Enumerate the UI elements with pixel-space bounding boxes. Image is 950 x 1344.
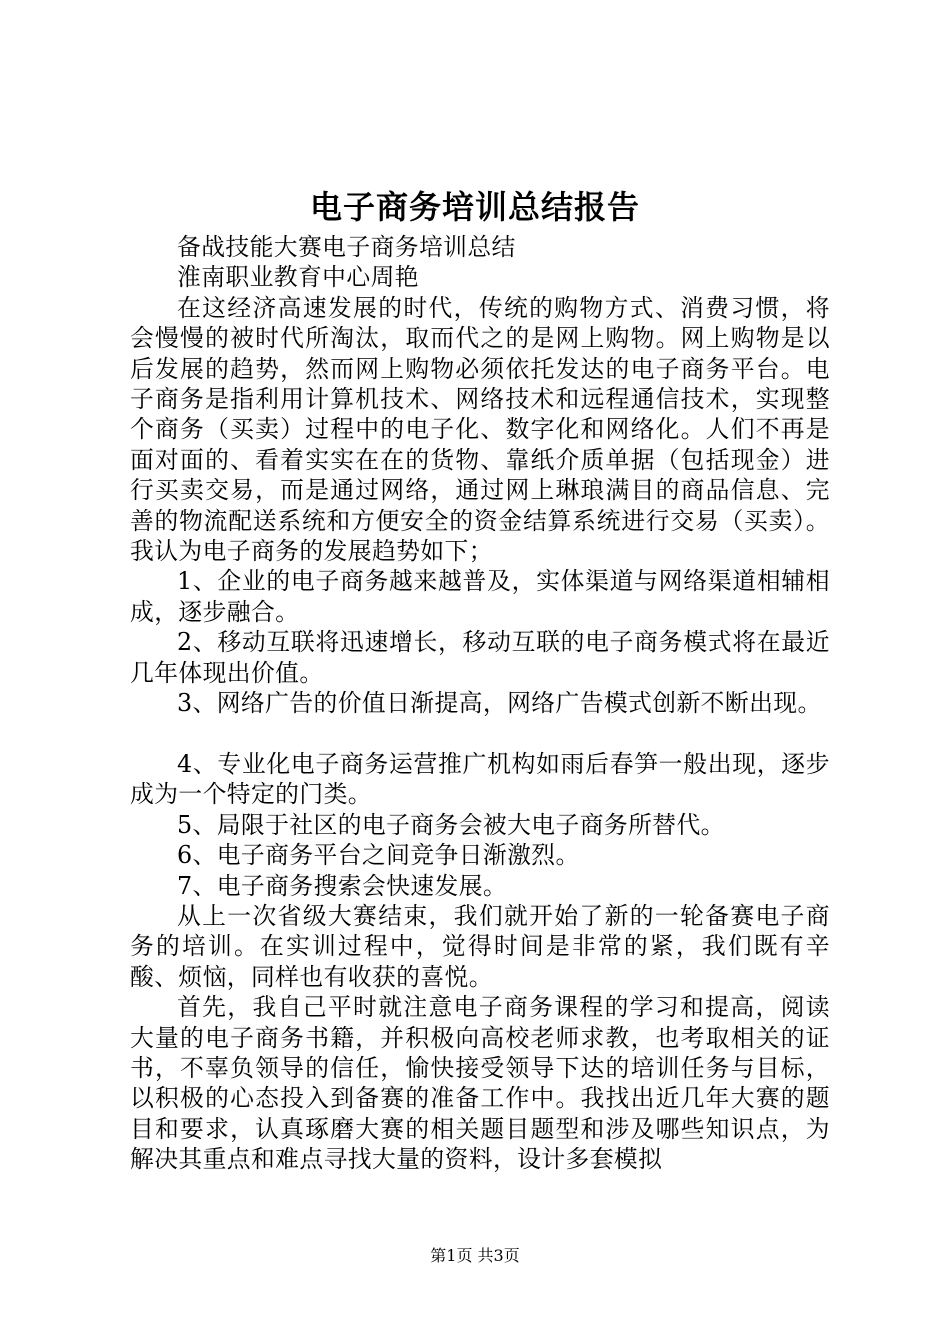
list-item-trend-2: 2、移动互联将迅速增长，移动互联的电子商务模式将在最近几年体现出价值。 (130, 628, 830, 687)
paragraph-training: 从上一次省级大赛结束，我们就开始了新的一轮备赛电子商务的培训。在实训过程中，觉得时间是非常的紧，我们既有辛酸、烦恼，同样也有收获的喜悦。 (130, 901, 830, 991)
list-item-trend-1: 1、企业的电子商务越来越普及，实体渠道与网络渠道相辅相成，逐步融合。 (130, 567, 830, 626)
paragraph-author: 淮南职业教育中心周艳 (177, 263, 419, 292)
paragraph-first: 首先，我自己平时就注意电子商务课程的学习和提高，阅读大量的电子商务书籍，并积极向高校老师求教，也考取相关的证书，不辜负领导的信任，愉快接受领导下达的培训任务与目标，以积极的心态投入到备赛的准备工作中。我找出近几年大赛的题目和要求，认真琢磨大赛的相关题目题型和涉及哪些知识点，为解决其重点和难点寻找大量的资料，设计多套模拟 (130, 993, 830, 1174)
page-number-footer: 第1页 共3页 (430, 1246, 520, 1265)
document-body (130, 232, 830, 1175)
blank-line (130, 719, 830, 749)
list-item-trend-4: 4、专业化电子商务运营推广机构如雨后春笋一般出现，逐步成为一个特定的门类。 (130, 749, 830, 809)
document-title: 电子商务培训总结报告 (309, 188, 640, 226)
paragraph-intro: 在这经济高速发展的时代，传统的购物方式、消费习惯，将会慢慢的被时代所淘汰，取而代之的是网上购物。网上购物是以后发展的趋势，然而网上购物必须依托发达的电子商务平台。电子商务是指利用计算机技术、网络技术和远程通信技术，实现整个商务（买卖）过程中的电子化、数字化和网络化。人们不再是面对面的、看着实实在在的货物、靠纸介质单据（包括现金）进行买卖交易，而是通过网络，通过网上琳琅满目的商品信息、完善的物流配送系统和方便安全的资金结算系统进行交易（买卖）。我认为电子商务的发展趋势如下； (130, 293, 830, 566)
list-item-trend-6: 6、电子商务平台之间竞争日渐激烈。 (177, 841, 580, 870)
paragraph-subtitle: 备战技能大赛电子商务培训总结 (177, 233, 516, 261)
list-item-trend-7: 7、电子商务搜索会快速发展。 (177, 871, 508, 900)
list-item-trend-5: 5、局限于社区的电子商务会被大电子商务所替代。 (177, 810, 725, 839)
list-item-trend-3: 3、网络广告的价值日渐提高，网络广告模式创新不断出现。 (177, 689, 822, 718)
